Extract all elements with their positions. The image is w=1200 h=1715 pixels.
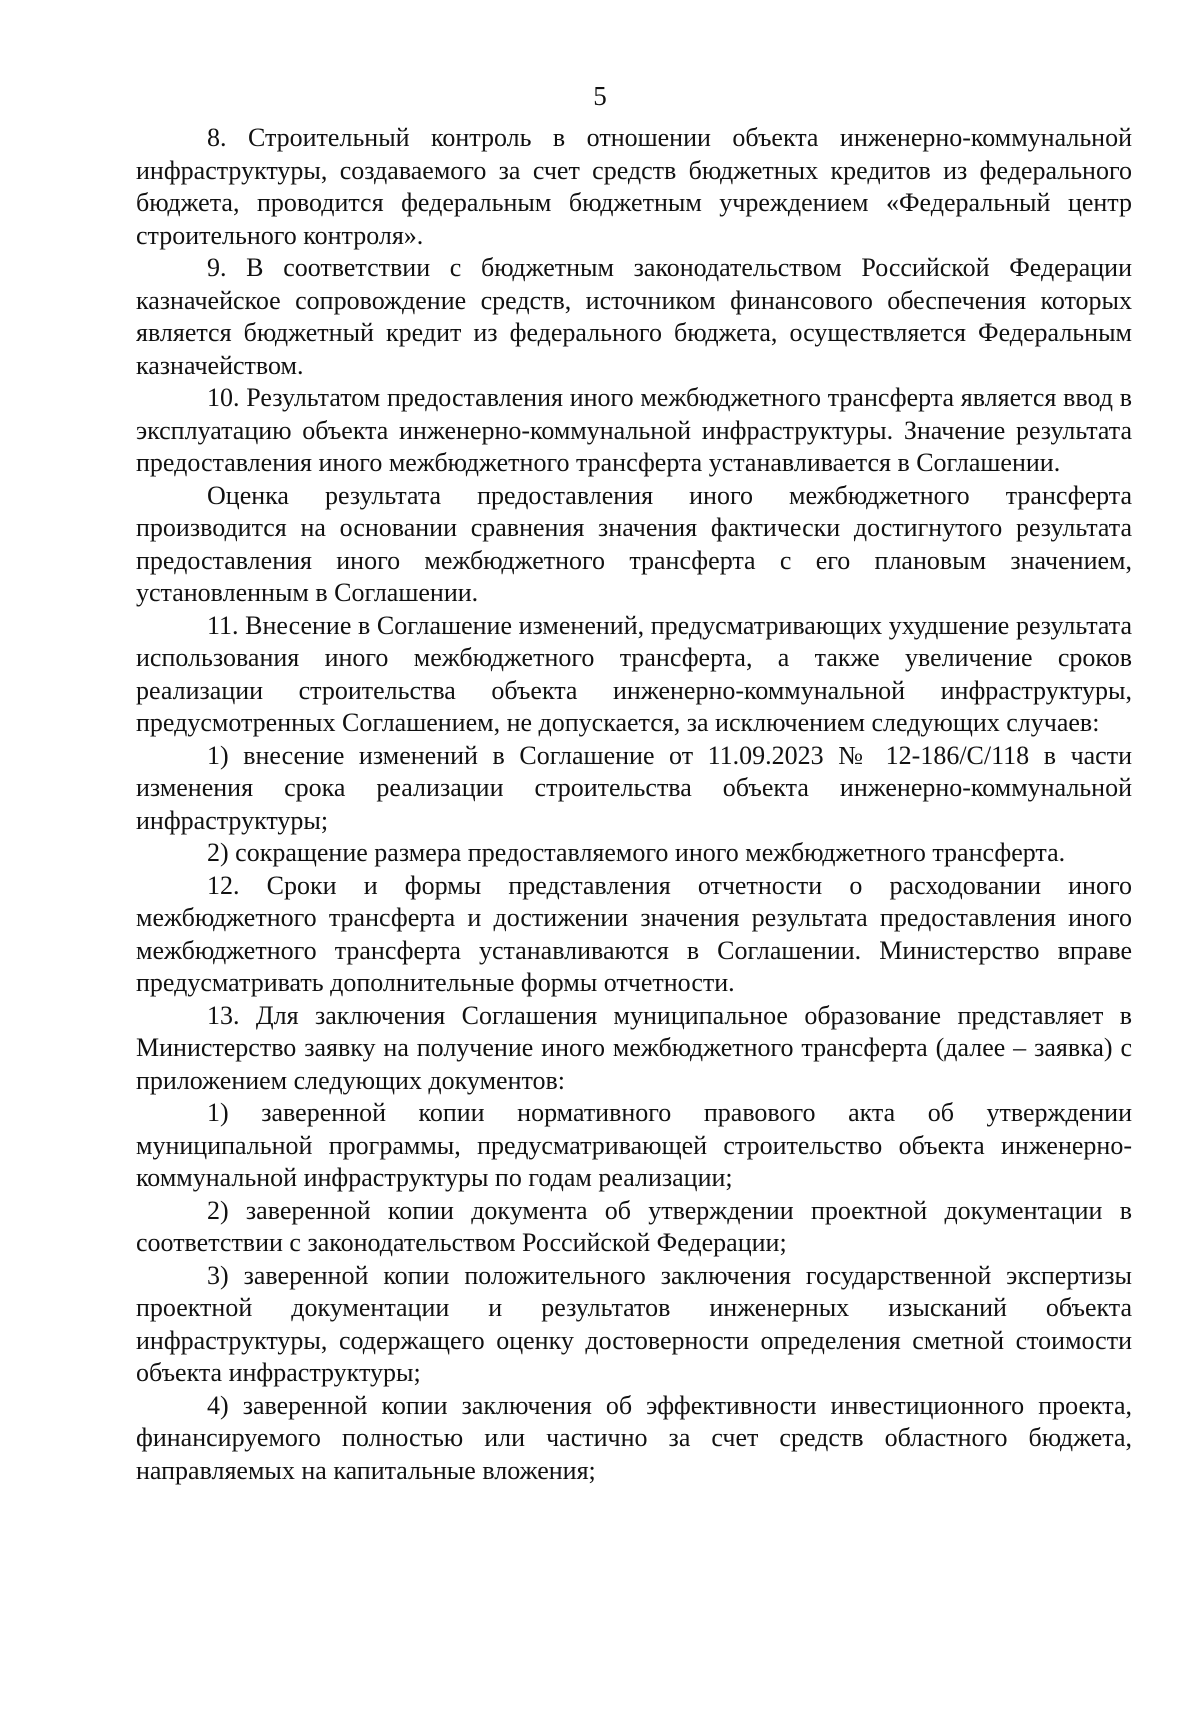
paragraph-13-item-4: 4) заверенной копии заключения об эффективности инвестиционного проекта, финансируемого полностью или частично за счет средств областного бюджета, направляемых на капитальные вложения;	[136, 1390, 1132, 1485]
page-number: 5	[593, 81, 607, 111]
paragraph-13-item-3: 3) заверенной копии положительного заключения государственной экспертизы проектной документации и результатов инженерных изысканий объекта инфраструктуры, содержащего оценку достоверности определения сметной стоимости объекта инфраструктуры;	[136, 1260, 1132, 1387]
paragraph-11-item-1: 1) внесение изменений в Соглашение от 11.09.2023 № 12-186/С/118 в части изменения срока реализации строительства объекта инженерно-коммунальной инфраструктуры;	[136, 740, 1132, 835]
paragraph-13-item-2: 2) заверенной копии документа об утверждении проектной документации в соответствии с законодательством Российской Федерации;	[136, 1195, 1132, 1257]
paragraph-10-assessment: Оценка результата предоставления иного межбюджетного трансферта производится на основании сравнения значения фактически достигнутого результата предоставления иного межбюджетного трансферта с его плановым значением, установленным в Соглашении.	[136, 480, 1132, 607]
paragraph-11: 11. Внесение в Соглашение изменений, предусматривающих ухудшение результата использования иного межбюджетного трансферта, а также увеличение сроков реализации строительства объекта инженерно-коммунальной инфраструктуры, предусмотренных Соглашением, не допускается, за исключением следующих случаев:	[136, 610, 1132, 737]
paragraph-10: 10. Результатом предоставления иного межбюджетного трансферта является ввод в эксплуатацию объекта инженерно-коммунальной инфраструктуры. Значение результата предоставления иного межбюджетного трансферта устанавливается в Соглашении.	[136, 383, 1132, 477]
paragraph-9: 9. В соответствии с бюджетным законодательством Российской Федерации казначейское сопровождение средств, источником финансового обеспечения которых является бюджетный кредит из федерального бюджета, осуществляется Федеральным казначейством.	[136, 253, 1132, 380]
paragraph-13: 13. Для заключения Соглашения муниципальное образование представляет в Министерство заявку на получение иного межбюджетного трансферта (далее – заявка) с приложением следующих документов:	[136, 1000, 1132, 1095]
paragraph-11-item-2: 2) сокращение размера предоставляемого иного межбюджетного трансферта.	[207, 838, 1066, 867]
paragraph-12: 12. Сроки и формы представления отчетности о расходовании иного межбюджетного трансферта и достижении значения результата предоставления иного межбюджетного трансферта устанавливаются в Соглашении. Министерство вправе предусматривать дополнительные формы отчетности.	[136, 870, 1132, 997]
paragraph-13-item-1: 1) заверенной копии нормативного правового акта об утверждении муниципальной программы, предусматривающей строительство объекта инженерно-коммунальной инфраструктуры по годам реализации;	[136, 1098, 1132, 1192]
paragraph-8: 8. Строительный контроль в отношении объекта инженерно-коммунальной инфраструктуры, создаваемого за счет средств бюджетных кредитов из федерального бюджета, проводится федеральным бюджетным учреждением «Федеральный центр строительного контроля».	[136, 123, 1132, 250]
document-body	[136, 122, 1132, 1487]
